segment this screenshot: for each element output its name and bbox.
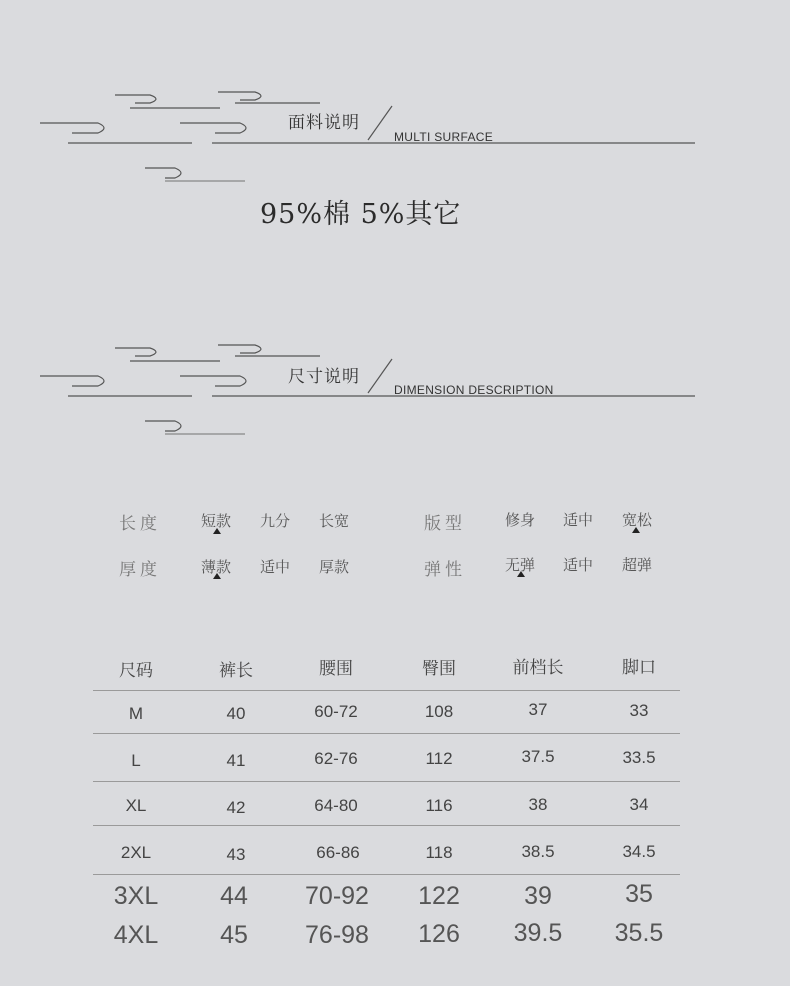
- table-cell: 45: [220, 921, 248, 949]
- attr-option: 适中: [563, 556, 594, 574]
- table-cell: 35.5: [614, 919, 664, 947]
- table-header: 前档长: [512, 658, 564, 678]
- table-cell: 35: [625, 880, 653, 908]
- attr-label-thickness: 厚度: [119, 560, 161, 580]
- table-cell: 40: [226, 704, 246, 723]
- table-cell: 3XL: [113, 882, 159, 910]
- table-divider: [93, 781, 680, 782]
- table-cell: 122: [418, 882, 460, 910]
- table-cell: 43: [226, 845, 246, 864]
- attr-option: 超弹: [622, 556, 653, 574]
- size-section-subtitle: DIMENSION DESCRIPTION: [394, 383, 554, 397]
- table-divider: [93, 825, 680, 826]
- table-cell: 4XL: [113, 921, 159, 949]
- table-cell: 38: [528, 795, 548, 814]
- table-cell: 76-98: [305, 921, 369, 949]
- table-cell: 66-86: [316, 843, 360, 862]
- table-cell: XL: [125, 796, 147, 815]
- table-cell: 118: [425, 843, 453, 862]
- attr-option: 无弹: [505, 556, 536, 574]
- table-cell: 62-76: [314, 749, 358, 768]
- attr-option: 长宽: [319, 512, 350, 530]
- selected-marker-icon: [213, 528, 221, 534]
- cloud-decoration-size: [40, 341, 700, 441]
- attr-option: 修身: [505, 511, 536, 529]
- attr-label-elasticity: 弹性: [424, 560, 466, 580]
- attr-option: 短款: [201, 512, 232, 530]
- attr-option: 薄款: [201, 558, 232, 576]
- table-cell: 42: [226, 798, 246, 817]
- table-header: 尺码: [119, 661, 153, 681]
- table-cell: 37.5: [521, 747, 555, 766]
- table-cell: 37: [528, 700, 548, 719]
- table-divider: [93, 690, 680, 691]
- attr-option: 适中: [260, 558, 291, 576]
- table-cell: 39: [524, 882, 552, 910]
- table-cell: 34.5: [622, 842, 656, 861]
- table-header: 臀围: [422, 659, 456, 679]
- table-cell: 33: [629, 701, 649, 720]
- table-cell: L: [131, 751, 141, 770]
- fabric-composition: 95%棉 5%其它: [260, 199, 462, 230]
- fabric-section-subtitle: MULTI SURFACE: [394, 130, 494, 144]
- attr-option: 九分: [260, 512, 291, 530]
- table-divider: [93, 733, 680, 734]
- attr-label-length: 长度: [119, 514, 161, 534]
- attr-option: 宽松: [622, 511, 653, 529]
- attr-option: 适中: [563, 511, 594, 529]
- table-header: 裤长: [219, 661, 253, 681]
- selected-marker-icon: [213, 573, 221, 579]
- table-cell: 116: [425, 796, 453, 815]
- table-cell: 39.5: [513, 919, 563, 947]
- table-cell: M: [128, 704, 144, 723]
- table-cell: 70-92: [305, 882, 369, 910]
- table-cell: 44: [220, 882, 248, 910]
- attr-label-fit: 版型: [424, 514, 466, 534]
- selected-marker-icon: [632, 527, 640, 533]
- size-section-title: 尺寸说明: [288, 367, 360, 387]
- table-cell: 60-72: [314, 702, 358, 721]
- table-header: 脚口: [622, 658, 656, 678]
- table-cell: 34: [629, 795, 649, 814]
- table-header: 腰围: [319, 659, 353, 679]
- cloud-decoration-fabric: [40, 88, 700, 188]
- table-cell: 112: [425, 749, 453, 768]
- table-cell: 126: [418, 920, 460, 948]
- table-cell: 2XL: [120, 843, 152, 862]
- attr-option: 厚款: [319, 558, 350, 576]
- table-divider: [93, 874, 680, 875]
- table-cell: 64-80: [314, 796, 358, 815]
- table-cell: 33.5: [622, 748, 656, 767]
- table-cell: 41: [226, 751, 246, 770]
- fabric-section-title: 面料说明: [288, 113, 360, 133]
- table-cell: 108: [424, 702, 454, 721]
- selected-marker-icon: [517, 571, 525, 577]
- table-cell: 38.5: [521, 842, 555, 861]
